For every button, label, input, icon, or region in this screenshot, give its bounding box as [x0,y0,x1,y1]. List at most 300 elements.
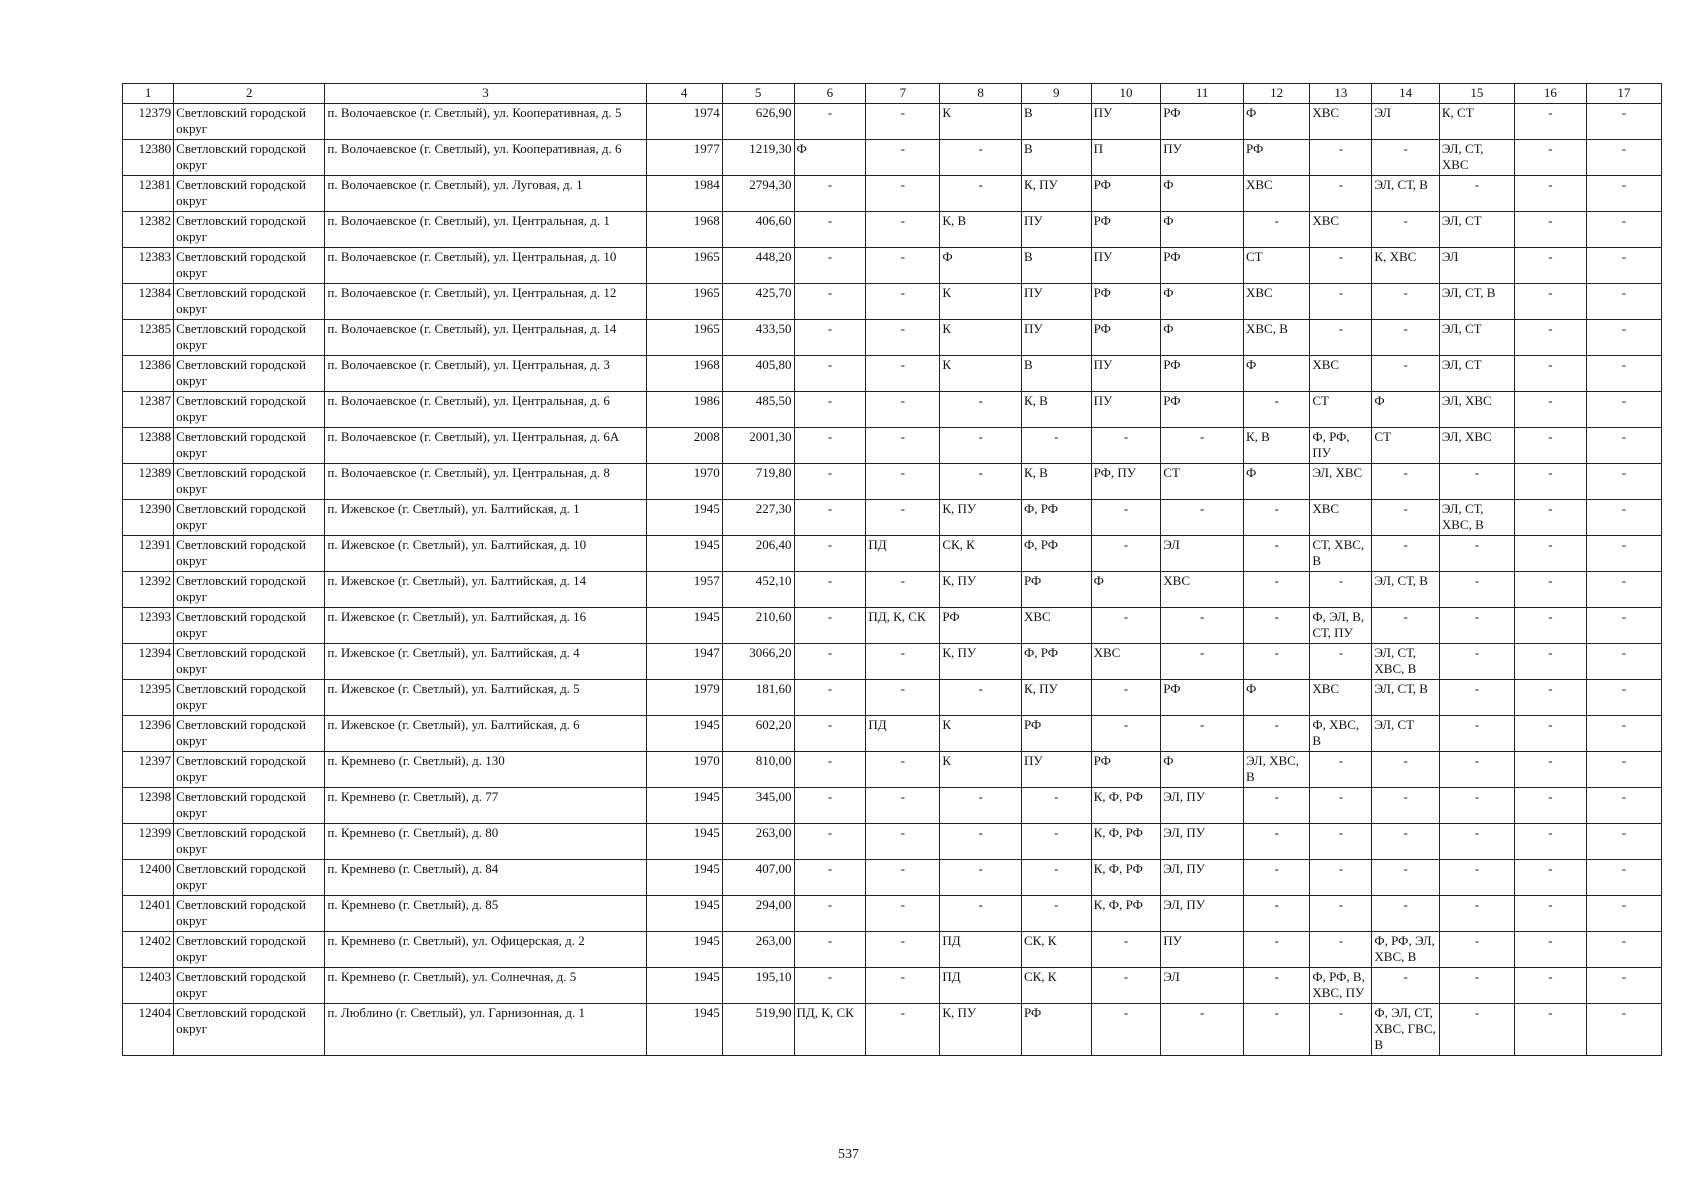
cell-col-4: 1945 [646,788,722,824]
cell-col-8: К, ПУ [940,1004,1022,1056]
cell-col-14: - [1372,500,1439,536]
cell-col-10: РФ, ПУ [1091,464,1161,500]
table-row [123,932,1662,968]
cell-col-7: ПД [866,536,940,572]
cell-col-1: 12382 [123,212,174,248]
cell-col-5: 345,00 [722,788,794,824]
cell-col-17: - [1586,428,1661,464]
cell-col-14: - [1372,896,1439,932]
cell-col-14: - [1372,968,1439,1004]
cell-col-13: СТ [1310,392,1372,428]
cell-col-17: - [1586,572,1661,608]
cell-col-16: - [1514,320,1586,356]
cell-col-4: 1945 [646,824,722,860]
column-header-14: 14 [1372,84,1439,104]
cell-col-15: ЭЛ, ХВС [1439,428,1514,464]
cell-col-13: - [1310,1004,1372,1056]
cell-col-11: - [1161,608,1244,644]
cell-col-11: РФ [1161,356,1244,392]
cell-col-10: РФ [1091,176,1161,212]
cell-col-15: К, СТ [1439,104,1514,140]
cell-col-1: 12399 [123,824,174,860]
cell-col-6: - [794,572,866,608]
cell-col-16: - [1514,608,1586,644]
cell-col-7: - [866,644,940,680]
cell-col-6: - [794,464,866,500]
cell-col-5: 181,60 [722,680,794,716]
cell-col-17: - [1586,536,1661,572]
column-header-13: 13 [1310,84,1372,104]
cell-col-15: - [1439,1004,1514,1056]
cell-col-15: - [1439,932,1514,968]
cell-col-7: - [866,176,940,212]
cell-col-3: п. Кремнево (г. Светлый), д. 77 [325,788,646,824]
cell-col-2: Светловский городской округ [174,464,325,500]
table-row [123,212,1662,248]
cell-col-8: К [940,752,1022,788]
cell-col-15: - [1439,896,1514,932]
cell-col-10: - [1091,428,1161,464]
cell-col-5: 2001,30 [722,428,794,464]
cell-col-7: ПД [866,716,940,752]
cell-col-12: - [1243,932,1309,968]
cell-col-13: СТ, ХВС, В [1310,536,1372,572]
column-header-3: 3 [325,84,646,104]
cell-col-11: ПУ [1161,932,1244,968]
cell-col-2: Светловский городской округ [174,104,325,140]
cell-col-9: К, В [1021,464,1091,500]
cell-col-7: - [866,896,940,932]
cell-col-5: 3066,20 [722,644,794,680]
cell-col-17: - [1586,212,1661,248]
cell-col-9: РФ [1021,1004,1091,1056]
cell-col-2: Светловский городской округ [174,860,325,896]
cell-col-13: - [1310,788,1372,824]
cell-col-5: 433,50 [722,320,794,356]
table-row [123,392,1662,428]
cell-col-9: К, ПУ [1021,680,1091,716]
cell-col-3: п. Волочаевское (г. Светлый), ул. Центральная, д. 6А [325,428,646,464]
cell-col-9: Ф, РФ [1021,644,1091,680]
cell-col-16: - [1514,968,1586,1004]
cell-col-2: Светловский городской округ [174,392,325,428]
cell-col-11: Ф [1161,284,1244,320]
cell-col-11: Ф [1161,320,1244,356]
cell-col-15: - [1439,824,1514,860]
cell-col-14: - [1372,752,1439,788]
cell-col-7: - [866,284,940,320]
cell-col-2: Светловский городской округ [174,212,325,248]
cell-col-11: ЭЛ, ПУ [1161,824,1244,860]
table-row [123,644,1662,680]
cell-col-4: 1986 [646,392,722,428]
housing-register-table [122,83,1662,1056]
cell-col-8: - [940,464,1022,500]
cell-col-3: п. Волочаевское (г. Светлый), ул. Кооперативная, д. 5 [325,104,646,140]
cell-col-3: п. Ижевское (г. Светлый), ул. Балтийская, д. 16 [325,608,646,644]
table-row [123,428,1662,464]
cell-col-9: ПУ [1021,284,1091,320]
cell-col-9: К, ПУ [1021,176,1091,212]
cell-col-9: - [1021,788,1091,824]
cell-col-8: К, В [940,212,1022,248]
column-header-4: 4 [646,84,722,104]
cell-col-15: ЭЛ [1439,248,1514,284]
cell-col-13: - [1310,824,1372,860]
cell-col-8: К, ПУ [940,500,1022,536]
cell-col-10: К, Ф, РФ [1091,788,1161,824]
cell-col-7: - [866,464,940,500]
cell-col-6: ПД, К, СК [794,1004,866,1056]
cell-col-12: Ф [1243,356,1309,392]
cell-col-10: - [1091,932,1161,968]
page-number: 537 [838,1147,859,1162]
cell-col-5: 206,40 [722,536,794,572]
cell-col-10: РФ [1091,752,1161,788]
table-row [123,680,1662,716]
cell-col-8: ПД [940,932,1022,968]
cell-col-17: - [1586,356,1661,392]
cell-col-12: - [1243,968,1309,1004]
cell-col-4: 1945 [646,1004,722,1056]
cell-col-7: - [866,860,940,896]
cell-col-17: - [1586,140,1661,176]
cell-col-10: Ф [1091,572,1161,608]
column-header-5: 5 [722,84,794,104]
cell-col-5: 263,00 [722,932,794,968]
cell-col-15: ЭЛ, СТ, В [1439,284,1514,320]
cell-col-9: В [1021,356,1091,392]
cell-col-6: - [794,608,866,644]
cell-col-4: 1965 [646,320,722,356]
cell-col-16: - [1514,104,1586,140]
cell-col-8: ПД [940,968,1022,1004]
cell-col-6: - [794,428,866,464]
cell-col-6: - [794,284,866,320]
register-sheet [122,83,1662,1056]
cell-col-1: 12385 [123,320,174,356]
cell-col-3: п. Кремнево (г. Светлый), ул. Солнечная, д. 5 [325,968,646,1004]
cell-col-4: 1945 [646,968,722,1004]
cell-col-2: Светловский городской округ [174,716,325,752]
cell-col-10: ПУ [1091,356,1161,392]
cell-col-14: - [1372,464,1439,500]
column-header-17: 17 [1586,84,1661,104]
cell-col-15: - [1439,788,1514,824]
cell-col-5: 425,70 [722,284,794,320]
cell-col-16: - [1514,824,1586,860]
cell-col-12: ХВС, В [1243,320,1309,356]
cell-col-6: - [794,824,866,860]
cell-col-13: - [1310,140,1372,176]
cell-col-12: К, В [1243,428,1309,464]
cell-col-1: 12394 [123,644,174,680]
cell-col-7: - [866,428,940,464]
table-row [123,752,1662,788]
cell-col-3: п. Ижевское (г. Светлый), ул. Балтийская, д. 6 [325,716,646,752]
cell-col-5: 195,10 [722,968,794,1004]
cell-col-7: - [866,356,940,392]
cell-col-12: - [1243,500,1309,536]
cell-col-17: - [1586,320,1661,356]
cell-col-5: 485,50 [722,392,794,428]
cell-col-1: 12390 [123,500,174,536]
cell-col-13: Ф, ХВС, В [1310,716,1372,752]
cell-col-4: 1945 [646,716,722,752]
cell-col-5: 227,30 [722,500,794,536]
cell-col-10: - [1091,536,1161,572]
cell-col-17: - [1586,500,1661,536]
cell-col-7: - [866,824,940,860]
cell-col-14: К, ХВС [1372,248,1439,284]
cell-col-13: - [1310,896,1372,932]
cell-col-3: п. Кремнево (г. Светлый), д. 130 [325,752,646,788]
cell-col-5: 626,90 [722,104,794,140]
cell-col-5: 602,20 [722,716,794,752]
cell-col-13: - [1310,860,1372,896]
table-row [123,824,1662,860]
cell-col-14: Ф [1372,392,1439,428]
cell-col-6: - [794,860,866,896]
cell-col-6: - [794,212,866,248]
cell-col-15: ЭЛ, СТ, ХВС [1439,140,1514,176]
cell-col-7: - [866,320,940,356]
cell-col-13: - [1310,248,1372,284]
cell-col-6: - [794,752,866,788]
cell-col-1: 12404 [123,1004,174,1056]
cell-col-9: СК, К [1021,932,1091,968]
column-header-9: 9 [1021,84,1091,104]
cell-col-7: - [866,788,940,824]
cell-col-15: - [1439,644,1514,680]
cell-col-1: 12387 [123,392,174,428]
cell-col-16: - [1514,788,1586,824]
cell-col-13: - [1310,572,1372,608]
cell-col-12: - [1243,212,1309,248]
cell-col-9: ПУ [1021,752,1091,788]
cell-col-4: 1970 [646,464,722,500]
cell-col-17: - [1586,284,1661,320]
cell-col-11: Ф [1161,752,1244,788]
cell-col-13: Ф, РФ, В, ХВС, ПУ [1310,968,1372,1004]
cell-col-14: - [1372,356,1439,392]
cell-col-5: 810,00 [722,752,794,788]
table-row [123,464,1662,500]
cell-col-2: Светловский городской округ [174,320,325,356]
column-header-10: 10 [1091,84,1161,104]
cell-col-5: 406,60 [722,212,794,248]
cell-col-8: К [940,356,1022,392]
cell-col-4: 1965 [646,284,722,320]
table-row [123,176,1662,212]
cell-col-9: СК, К [1021,968,1091,1004]
cell-col-5: 210,60 [722,608,794,644]
cell-col-3: п. Ижевское (г. Светлый), ул. Балтийская, д. 14 [325,572,646,608]
cell-col-16: - [1514,572,1586,608]
cell-col-8: - [940,140,1022,176]
cell-col-17: - [1586,1004,1661,1056]
cell-col-12: СТ [1243,248,1309,284]
cell-col-14: - [1372,788,1439,824]
cell-col-4: 1957 [646,572,722,608]
cell-col-3: п. Волочаевское (г. Светлый), ул. Центральная, д. 8 [325,464,646,500]
cell-col-17: - [1586,608,1661,644]
cell-col-6: - [794,104,866,140]
cell-col-14: ЭЛ, СТ, В [1372,176,1439,212]
cell-col-15: - [1439,608,1514,644]
cell-col-12: - [1243,572,1309,608]
cell-col-11: - [1161,500,1244,536]
cell-col-6: - [794,680,866,716]
cell-col-8: К, ПУ [940,644,1022,680]
column-header-16: 16 [1514,84,1586,104]
cell-col-11: Ф [1161,212,1244,248]
cell-col-15: - [1439,716,1514,752]
cell-col-14: ЭЛ, СТ, В [1372,680,1439,716]
cell-col-1: 12400 [123,860,174,896]
cell-col-1: 12383 [123,248,174,284]
cell-col-13: ЭЛ, ХВС [1310,464,1372,500]
cell-col-7: - [866,1004,940,1056]
cell-col-17: - [1586,824,1661,860]
cell-col-16: - [1514,140,1586,176]
cell-col-16: - [1514,1004,1586,1056]
table-row [123,500,1662,536]
cell-col-12: - [1243,824,1309,860]
cell-col-9: В [1021,140,1091,176]
cell-col-9: В [1021,104,1091,140]
cell-col-15: ЭЛ, СТ [1439,212,1514,248]
column-header-6: 6 [794,84,866,104]
cell-col-9: - [1021,896,1091,932]
cell-col-8: - [940,896,1022,932]
cell-col-8: - [940,428,1022,464]
cell-col-1: 12388 [123,428,174,464]
cell-col-4: 1945 [646,500,722,536]
cell-col-11: РФ [1161,392,1244,428]
cell-col-1: 12396 [123,716,174,752]
cell-col-10: К, Ф, РФ [1091,824,1161,860]
cell-col-14: - [1372,608,1439,644]
cell-col-10: - [1091,1004,1161,1056]
cell-col-6: Ф [794,140,866,176]
cell-col-11: ЭЛ [1161,536,1244,572]
cell-col-4: 1979 [646,680,722,716]
cell-col-16: - [1514,212,1586,248]
cell-col-2: Светловский городской округ [174,428,325,464]
cell-col-13: - [1310,644,1372,680]
cell-col-4: 1965 [646,248,722,284]
cell-col-5: 2794,30 [722,176,794,212]
cell-col-4: 1970 [646,752,722,788]
cell-col-4: 1945 [646,860,722,896]
cell-col-3: п. Кремнево (г. Светлый), ул. Офицерская, д. 2 [325,932,646,968]
cell-col-9: В [1021,248,1091,284]
cell-col-4: 1977 [646,140,722,176]
cell-col-10: ПУ [1091,392,1161,428]
cell-col-12: - [1243,788,1309,824]
cell-col-6: - [794,536,866,572]
cell-col-8: - [940,392,1022,428]
cell-col-7: - [866,500,940,536]
cell-col-4: 1947 [646,644,722,680]
cell-col-6: - [794,644,866,680]
cell-col-14: ЭЛ, СТ [1372,716,1439,752]
cell-col-3: п. Ижевское (г. Светлый), ул. Балтийская, д. 1 [325,500,646,536]
cell-col-4: 1945 [646,536,722,572]
cell-col-4: 2008 [646,428,722,464]
table-row [123,716,1662,752]
cell-col-17: - [1586,248,1661,284]
cell-col-8: - [940,680,1022,716]
cell-col-11: Ф [1161,176,1244,212]
cell-col-14: СТ [1372,428,1439,464]
cell-col-10: К, Ф, РФ [1091,896,1161,932]
cell-col-6: - [794,932,866,968]
cell-col-6: - [794,176,866,212]
cell-col-13: - [1310,752,1372,788]
column-header-2: 2 [174,84,325,104]
cell-col-7: - [866,968,940,1004]
cell-col-8: К [940,716,1022,752]
cell-col-11: - [1161,716,1244,752]
cell-col-12: - [1243,536,1309,572]
cell-col-2: Светловский городской округ [174,248,325,284]
cell-col-8: К [940,104,1022,140]
cell-col-8: Ф [940,248,1022,284]
cell-col-3: п. Ижевское (г. Светлый), ул. Балтийская, д. 4 [325,644,646,680]
cell-col-17: - [1586,968,1661,1004]
table-row [123,284,1662,320]
cell-col-16: - [1514,536,1586,572]
cell-col-1: 12403 [123,968,174,1004]
table-row [123,104,1662,140]
cell-col-6: - [794,356,866,392]
cell-col-9: РФ [1021,572,1091,608]
cell-col-3: п. Волочаевское (г. Светлый), ул. Центральная, д. 6 [325,392,646,428]
cell-col-1: 12398 [123,788,174,824]
cell-col-2: Светловский городской округ [174,608,325,644]
cell-col-17: - [1586,932,1661,968]
cell-col-10: РФ [1091,284,1161,320]
cell-col-10: П [1091,140,1161,176]
cell-col-5: 407,00 [722,860,794,896]
cell-col-15: - [1439,464,1514,500]
cell-col-12: Ф [1243,680,1309,716]
cell-col-13: - [1310,320,1372,356]
cell-col-1: 12402 [123,932,174,968]
cell-col-15: - [1439,860,1514,896]
table-row [123,788,1662,824]
cell-col-11: РФ [1161,248,1244,284]
cell-col-10: РФ [1091,320,1161,356]
cell-col-6: - [794,788,866,824]
cell-col-12: Ф [1243,464,1309,500]
cell-col-5: 1219,30 [722,140,794,176]
cell-col-13: ХВС [1310,104,1372,140]
cell-col-15: ЭЛ, СТ [1439,356,1514,392]
cell-col-7: - [866,248,940,284]
column-header-15: 15 [1439,84,1514,104]
cell-col-8: - [940,176,1022,212]
cell-col-11: - [1161,644,1244,680]
cell-col-1: 12391 [123,536,174,572]
cell-col-17: - [1586,464,1661,500]
cell-col-16: - [1514,356,1586,392]
cell-col-6: - [794,716,866,752]
cell-col-3: п. Ижевское (г. Светлый), ул. Балтийская, д. 10 [325,536,646,572]
cell-col-16: - [1514,464,1586,500]
